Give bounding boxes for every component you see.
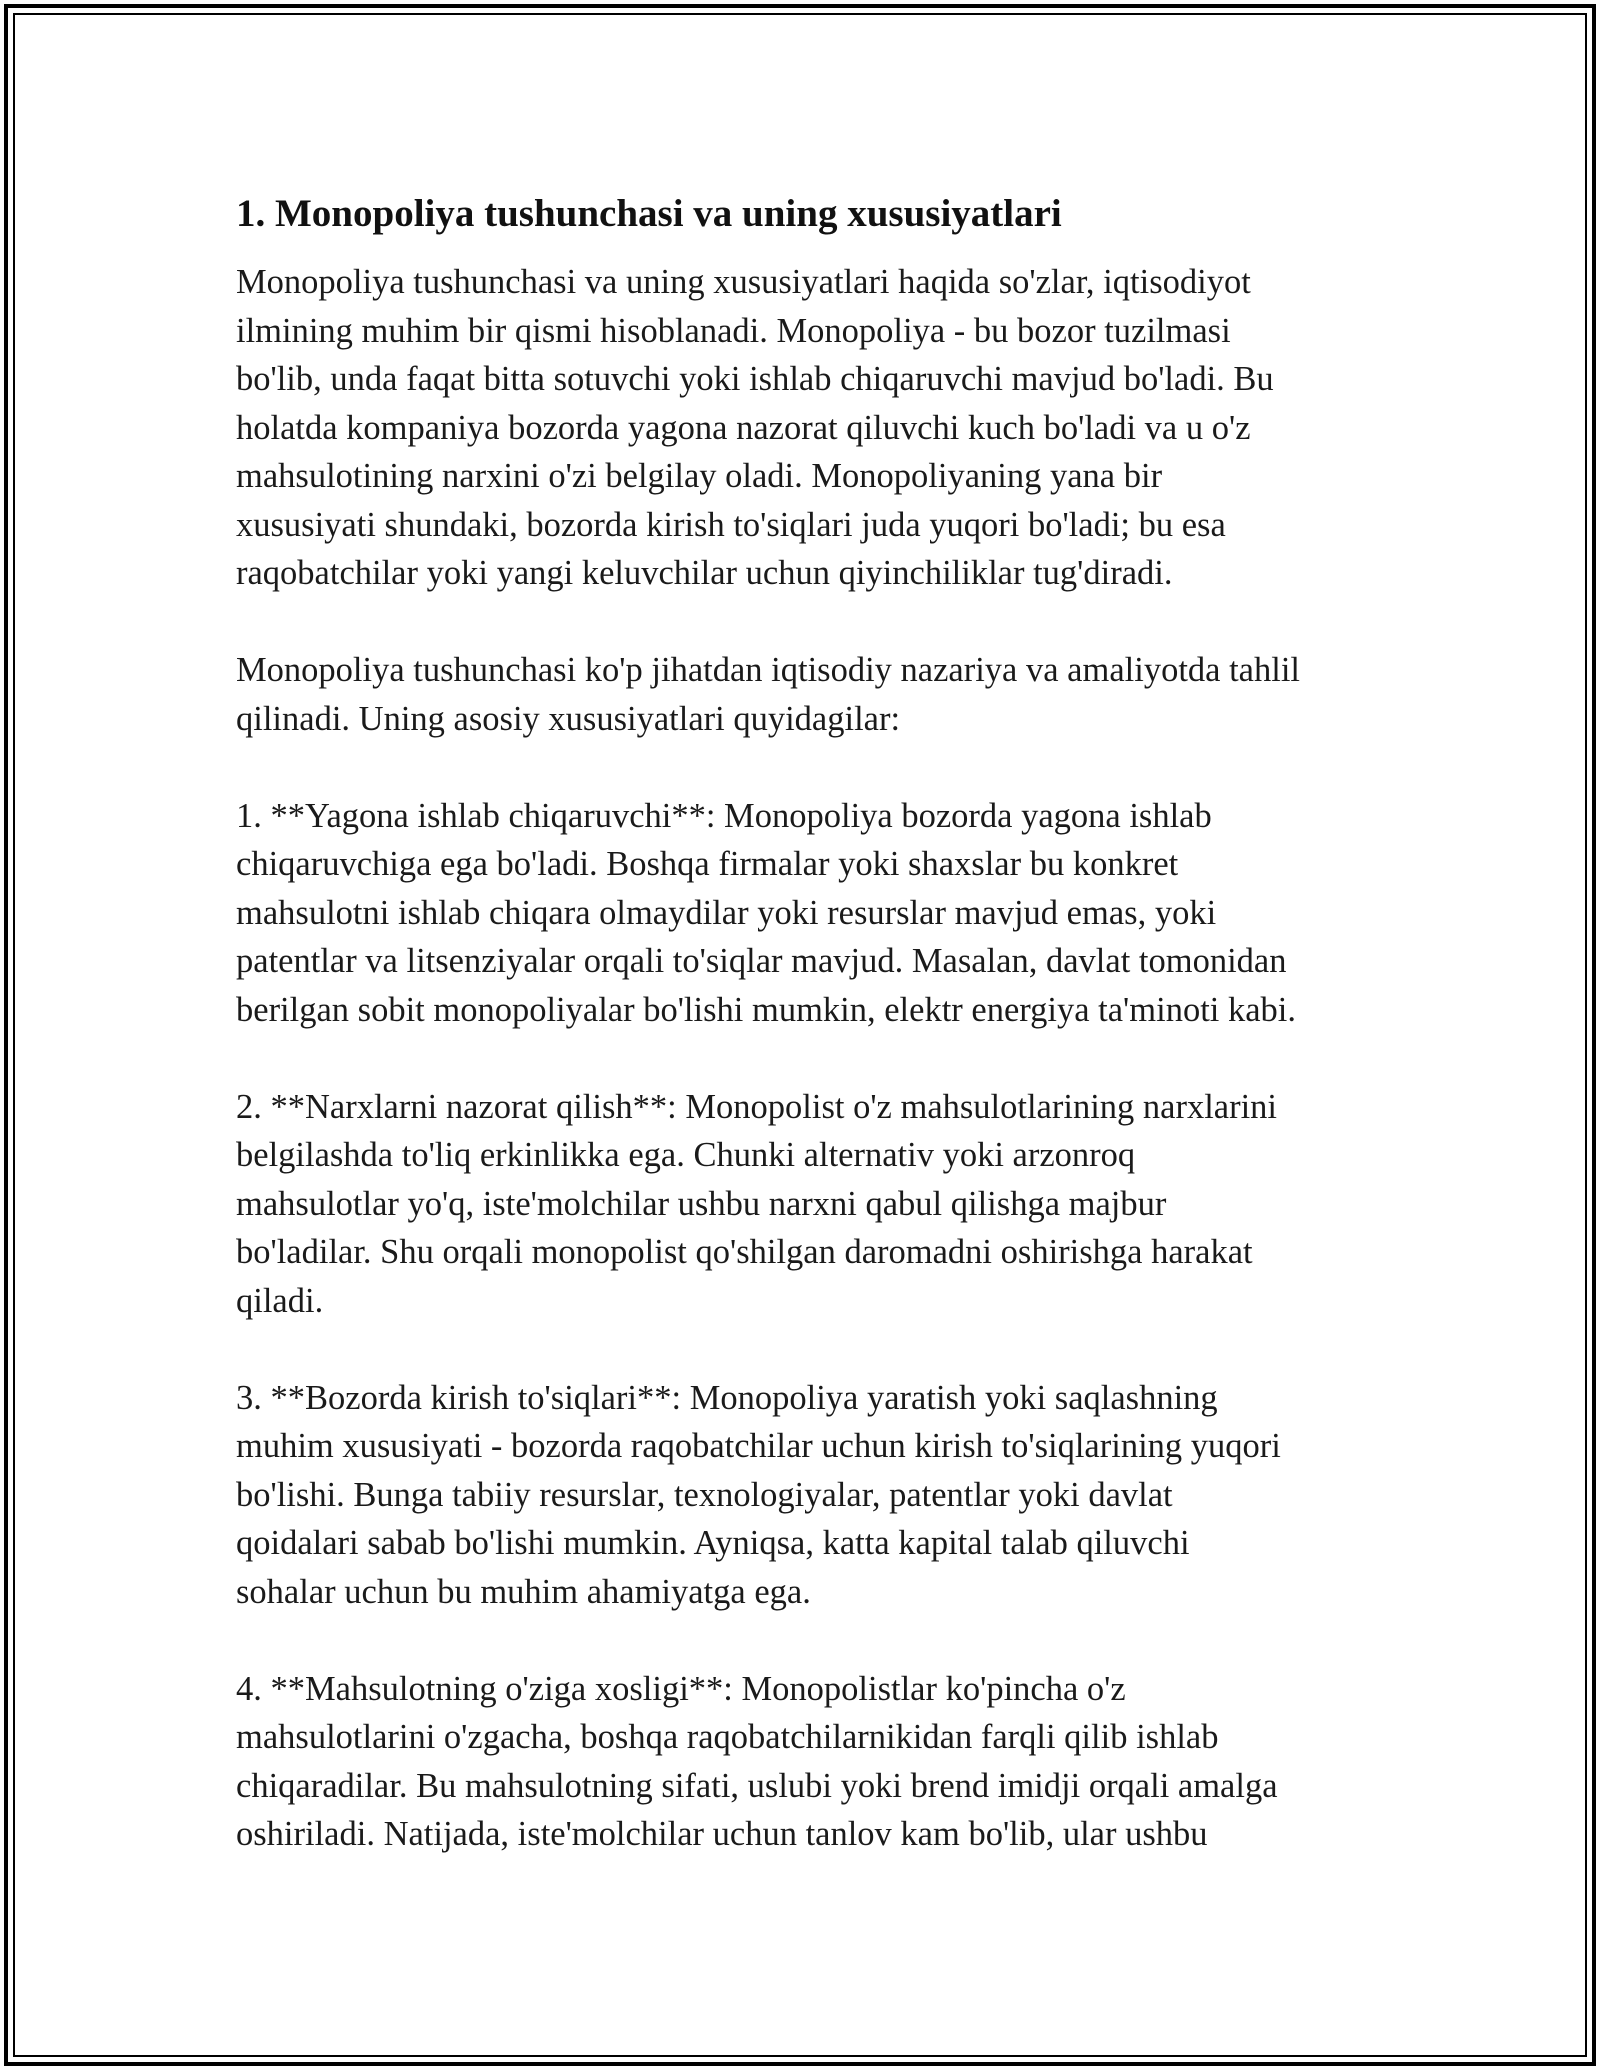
- paragraph-features-intro: Monopoliya tushunchasi ko'p jihatdan iqtisodiy nazariya va amaliyotda tahlil qilinadi. Uning asosiy xususiyatlari quyidagilar:: [236, 651, 1300, 738]
- paragraph-intro: Monopoliya tushunchasi va uning xususiyatlari haqida so'zlar, iqtisodiyot ilmining muhim bir qismi hisoblanadi. Monopoliya - bu bozor tuzilmasi bo'lib, unda faqat bitta sotuvchi yoki ishlab chiqaruvchi mavjud bo'ladi. Bu holatda kompaniya bozorda yagona nazorat qiluvchi kuch bo'ladi va u o'z mahsulotining narxini o'zi belgilay oladi. Monopoliyaning yana bir xususiyati shundaki, bozorda kirish to'siqlari juda yuqori bo'ladi; bu esa raqobatchilar yoki yangi keluvchilar uchun qiyinchiliklar tug'diradi.: [236, 263, 1274, 592]
- page-title: 1. Monopoliya tushunchasi va uning xususiyatlari: [236, 192, 1062, 235]
- list-item-product-uniqueness: 4. **Mahsulotning o'ziga xosligi**: Monopolistlar ko'pincha o'z mahsulotlarini o'zgacha, boshqa raqobatchilarnikidan farqli qilib ishlab chiqaradilar. Bu mahsulotning sifati, uslubi yoki brend imidji orqali amalga oshiriladi. Natijada, iste'molchilar uchun tanlov kam bo'lib, ular ushbu: [236, 1669, 1278, 1853]
- list-item-single-producer: 1. **Yagona ishlab chiqaruvchi**: Monopoliya bozorda yagona ishlab chiqaruvchiga ega bo'ladi. Boshqa firmalar yoki shaxslar bu konkret mahsulotni ishlab chiqara olmaydilar yoki resurslar mavjud emas, yoki patentlar va litsenziyalar orqali to'siqlar mavjud. Masalan, davlat tomonidan berilgan sobit monopoliyalar bo'lishi mumkin, elektr energiya ta'minoti kabi.: [236, 796, 1297, 1029]
- document-body: [236, 188, 1376, 1859]
- list-item-price-control: 2. **Narxlarni nazorat qilish**: Monopolist o'z mahsulotlarining narxlarini belgilashda to'liq erkinlikka ega. Chunki alternativ yoki arzonroq mahsulotlar yo'q, iste'molchilar ushbu narxni qabul qilishga majbur bo'ladilar. Shu orqali monopolist qo'shilgan daromadni oshirishga harakat qiladi.: [236, 1087, 1278, 1320]
- list-item-entry-barriers: 3. **Bozorda kirish to'siqlari**: Monopoliya yaratish yoki saqlashning muhim xususiyati - bozorda raqobatchilar uchun kirish to'siqlarining yuqori bo'lishi. Bunga tabiiy resurslar, texnologiyalar, patentlar yoki davlat qoidalari sabab bo'lishi mumkin. Ayniqsa, katta kapital talab qiluvchi sohalar uchun bu muhim ahamiyatga ega.: [236, 1378, 1281, 1611]
